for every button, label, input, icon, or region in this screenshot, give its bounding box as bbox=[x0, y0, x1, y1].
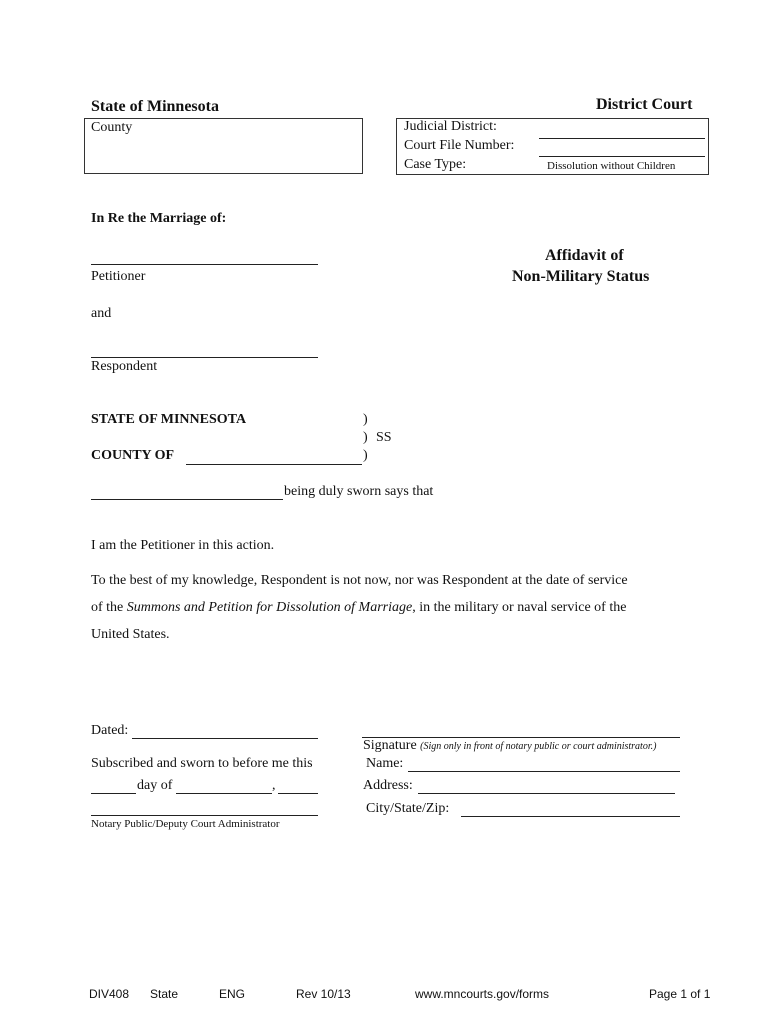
day-field[interactable] bbox=[91, 793, 136, 794]
venue-state-label: STATE OF MINNESOTA bbox=[91, 412, 247, 427]
petitioner-name-field[interactable] bbox=[91, 264, 318, 265]
venue-ss: SS bbox=[376, 430, 392, 445]
court-file-number-field[interactable] bbox=[539, 156, 705, 157]
address-label: Address: bbox=[363, 778, 413, 793]
city-state-zip-field[interactable] bbox=[461, 816, 680, 817]
name-field[interactable] bbox=[408, 771, 680, 772]
signature-note: (Sign only in front of notary public or court administrator.) bbox=[420, 741, 657, 752]
doc-title-line1: Affidavit of bbox=[545, 247, 624, 264]
in-re-heading: In Re the Marriage of: bbox=[91, 211, 227, 226]
venue-county-label: COUNTY OF bbox=[91, 448, 175, 463]
footer-state: State bbox=[150, 987, 179, 1001]
case-type-value: Dissolution without Children bbox=[547, 160, 676, 172]
signature-label-row bbox=[363, 738, 656, 754]
address-field[interactable] bbox=[418, 793, 675, 794]
notary-label: Notary Public/Deputy Court Administrator bbox=[91, 818, 280, 830]
paragraph-2-pre: of the bbox=[91, 600, 127, 615]
footer-form-id: DIV408 bbox=[89, 987, 130, 1001]
affiant-name-field[interactable] bbox=[91, 499, 283, 500]
judicial-district-label: Judicial District: bbox=[404, 119, 497, 134]
dated-field[interactable] bbox=[132, 738, 318, 739]
date-comma: , bbox=[272, 778, 276, 793]
county-box[interactable] bbox=[84, 118, 363, 174]
case-info-box bbox=[396, 118, 709, 175]
county-label: County bbox=[91, 120, 133, 135]
year-field[interactable] bbox=[278, 793, 318, 794]
doc-title-line2: Non-Military Status bbox=[512, 268, 650, 285]
paragraph-2-line-3: United States. bbox=[91, 627, 170, 642]
paragraph-2-line-2 bbox=[91, 600, 626, 616]
city-state-zip-label: City/State/Zip: bbox=[366, 801, 450, 816]
name-label: Name: bbox=[366, 756, 404, 771]
paragraph-2-post: , in the military or naval service of the bbox=[412, 600, 627, 615]
petitioner-label: Petitioner bbox=[91, 269, 146, 284]
paragraph-2-line-1: To the best of my knowledge, Respondent is not now, nor was Respondent at the date of service bbox=[91, 573, 628, 588]
signature-label: Signature bbox=[363, 738, 417, 753]
case-type-label: Case Type: bbox=[404, 157, 467, 172]
month-field[interactable] bbox=[176, 793, 272, 794]
respondent-name-field[interactable] bbox=[91, 357, 318, 358]
footer-page-number: Page 1 of 1 bbox=[649, 987, 711, 1001]
court-file-number-label: Court File Number: bbox=[404, 138, 515, 153]
sworn-text: being duly sworn says that bbox=[284, 484, 434, 499]
footer-url[interactable]: www.mncourts.gov/forms bbox=[415, 987, 550, 1001]
subscribed-text: Subscribed and sworn to before me this bbox=[91, 756, 313, 771]
summons-title: Summons and Petition for Dissolution of Marriage bbox=[126, 600, 413, 615]
venue-paren-3: ) bbox=[363, 448, 368, 463]
dated-label: Dated: bbox=[91, 723, 129, 738]
respondent-label: Respondent bbox=[91, 359, 158, 374]
paragraph-1: I am the Petitioner in this action. bbox=[91, 538, 275, 553]
and-text: and bbox=[91, 306, 112, 321]
judicial-district-field[interactable] bbox=[539, 138, 705, 139]
day-of-text: day of bbox=[137, 778, 173, 793]
venue-county-field[interactable] bbox=[186, 464, 362, 465]
state-title: State of Minnesota bbox=[91, 98, 219, 115]
footer-revision: Rev 10/13 bbox=[296, 987, 351, 1001]
notary-signature-field[interactable] bbox=[91, 815, 318, 816]
venue-paren-1: ) bbox=[363, 412, 368, 427]
venue-paren-2: ) bbox=[363, 430, 368, 445]
footer-language: ENG bbox=[219, 987, 246, 1001]
court-title: District Court bbox=[596, 96, 693, 113]
